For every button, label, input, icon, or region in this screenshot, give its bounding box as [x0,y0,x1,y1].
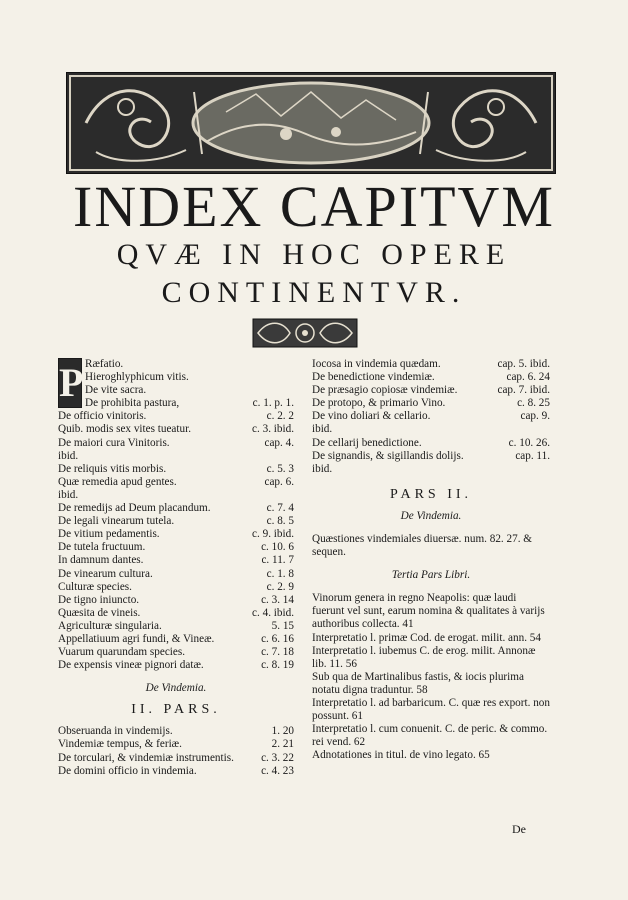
index-entry: De legali vinearum tutela. c. 8. 5 [58,515,294,528]
index-subtitle: QVÆ IN HOC OPERE [116,238,512,271]
index-entry: Ræfatio. [85,358,124,370]
index-entry: Hieroghlyphicum vitis. [85,371,189,384]
index-entry: De reliquis vitis morbis. c. 5. 3 [58,462,294,475]
index-entry: Appellatiuum agri fundi, & Vineæ. c. 6. 16 [58,632,294,645]
index-entry: ibid. [58,449,79,462]
index-entry: De cellarij benedictione. c. 10. 26. [312,436,550,449]
index-entry: Culturæ species. c. 2. 9 [58,580,294,593]
index-entry: De protopo, & primario Vino. c. 8. 25 [312,397,550,410]
index-entry: De expensis vineæ pignori datæ. c. 8. 19 [58,659,294,672]
index-entry: De torculari, & vindemiæ instrumentis. c. 3. 22 [58,751,294,764]
index-entry-questiones: Quæstiones vindemiales diuersæ. num. 82. 27. & sequen. [312,532,533,559]
dropcap-block [58,358,294,410]
index-entry: De officio vinitoris. c. 2. 2 [58,410,294,423]
index-entry: De præsagio copiosæ vindemiæ. cap. 7. ibid. [312,384,550,397]
index-paragraph: Sub qua de Martinalibus fastis, & iocis plurima notatu digna traduntur. 58 [312,670,524,696]
index-entry: Iocosa in vindemia quædam. cap. 5. ibid. [312,358,550,370]
index-paragraph: Interpretatio l. primæ Cod. de erogat. milit. ann. 54 [312,631,541,644]
fleuron-ornament [252,318,358,348]
index-entry: Quib. modis sex vites tueatur. c. 3. ibid. [58,423,294,436]
index-entry: In damnum dantes. c. 11. 7 [58,554,294,567]
index-entry: De vitium pedamentis. c. 9. ibid. [58,528,294,541]
index-subtitle-2: CONTINENTVR. [161,276,467,309]
section-heading-pars-ii: II. PARS. [131,702,221,718]
index-entry: Obseruanda in vindemijs. 1. 20 [58,725,294,738]
left-index-column [58,358,294,778]
section-heading-pars-ii-right: PARS II. [389,486,473,502]
index-entry: Vindemiæ tempus, & feriæ. 2. 21 [58,738,294,751]
section-label-tertia-pars: Tertia Pars Libri. [391,569,471,582]
index-title: INDEX CAPITVM [73,174,555,239]
index-entry: De signandis, & sigillandis dolijs. cap. 11. [312,449,550,462]
index-paragraph: Interpretatio l. ad barbaricum. C. quæ res export. non possunt. 61 [312,696,550,723]
index-entry: De vite sacra. [85,384,147,397]
index-paragraph: Interpretatio l. cum conuenit. C. de peric. & commo. rei vend. 62 [312,723,548,749]
index-entry: ibid. [312,462,333,475]
index-paragraph: Adnotationes in titul. de vino legato. 65 [312,749,490,762]
right-index-column [312,358,550,762]
section-label-de-vindemia-right: De Vindemia. [400,509,462,522]
index-entry: De prohibita pastura, c. 1. p. 1. [85,397,294,410]
index-paragraph: Interpretatio l. iubemus C. de erog. milit. Annonæ lib. 11. 56 [312,644,536,670]
index-entry: De vinearum cultura. c. 1. 8 [58,567,294,580]
ornamental-headpiece [66,72,556,174]
catchword: De [512,822,526,836]
index-entry: De domini officio in vindemia. c. 4. 23 [58,764,294,777]
index-entry: De remedijs ad Deum placandum. c. 7. 4 [58,502,294,515]
index-entry: De tutela fructuum. c. 10. 6 [58,541,294,554]
section-label-de-vindemia: De Vindemia. [145,682,207,695]
index-entry: ibid. [58,488,79,501]
index-entry: De maiori cura Vinitoris. cap. 4. [58,436,294,449]
index-entry: ibid. [312,423,333,436]
index-entry: De vino doliari & cellario. cap. 9. [312,410,550,423]
index-entry: De tigno iniuncto. c. 3. 14 [58,593,294,606]
index-paragraph: Vinorum genera in regno Neapolis: quæ laudi fuerunt vel sunt, earum nomina & qualitates à varijs authoribus collecta. 41 [312,592,545,631]
dropcap-initial: P [58,358,82,408]
index-entry: Agriculturæ singularia. 5. 15 [58,619,294,632]
index-entry: Vuarum quarundam species. c. 7. 18 [58,646,294,659]
index-entry: Quæ remedia apud gentes. cap. 6. [58,475,294,488]
index-entry: De benedictione vindemiæ. cap. 6. 24 [312,371,550,384]
index-entry: Quæsita de vineis. c. 4. ibid. [58,606,294,619]
